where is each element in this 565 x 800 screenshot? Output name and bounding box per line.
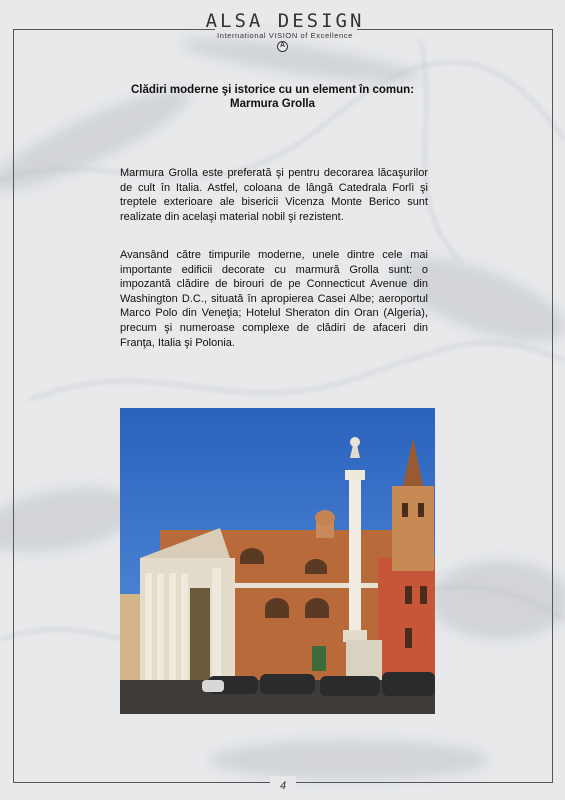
paragraph-1: Marmura Grolla este preferată şi pentru decorarea lăcaşurilor de cult în Italia. Astfel, coloana de lângă Catedrala Forlì şi treptele exterioare ale bisericii Vicenza Monte Berico sunt realizate din acelaşi material nobil şi rezistent. [120, 167, 428, 223]
brand-tagline: International VISION of Excellence [217, 31, 353, 40]
title-line-1: Clădiri moderne şi istorice cu un element în comun: [130, 84, 415, 96]
page-number: 4 [279, 780, 287, 792]
cathedral-photo [120, 408, 435, 714]
paragraph-2: Avansând către timpurile moderne, unele dintre cele mai importante edificii decorate cu marmură Grolla sunt: o impozantă clădire de birouri de pe Connecticut Avenue din Washington D.C., situată în apropierea Casei Albe; aeroportul Marco Polo din Veneţia; Hotelul Sheraton din Oran (Algeria), precum şi numeroase complexe de clădiri de afaceri din Franţa, Italia şi Polonia. [120, 249, 428, 349]
title-line-2: Marmura Grolla [230, 98, 315, 110]
page-number-box [270, 776, 296, 790]
brand-logo: ALSA DESIGN [205, 10, 365, 32]
article-title [120, 83, 425, 111]
logo-emblem-icon: A [277, 41, 288, 52]
